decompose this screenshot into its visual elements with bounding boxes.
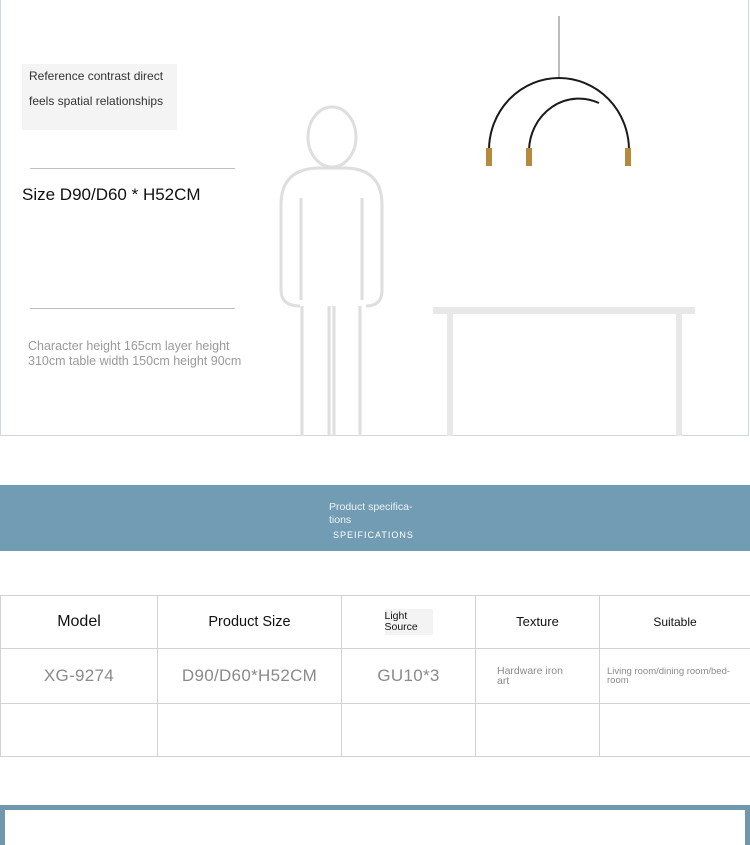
value-cell bbox=[158, 649, 342, 704]
value-model: XG-9274 bbox=[44, 666, 114, 685]
value-cell bbox=[476, 649, 600, 704]
human-silhouette bbox=[281, 107, 382, 436]
header-cell bbox=[1, 596, 158, 649]
value-product-size: D90/D60*H52CM bbox=[182, 666, 317, 685]
dimension-description: Character height 165cm layer height 310cm table width 150cm height 90cm bbox=[28, 339, 243, 368]
value-suitable: Living room/dining room/bed-room bbox=[600, 667, 747, 686]
value-light-source: GU10*3 bbox=[377, 666, 439, 685]
header-suitable: Suitable bbox=[653, 615, 696, 629]
header-light-source: Light Source bbox=[385, 609, 433, 635]
value-cell bbox=[1, 649, 158, 704]
specifications-banner bbox=[0, 485, 750, 551]
empty-cell bbox=[1, 704, 158, 757]
value-texture: Hardware iron art bbox=[476, 666, 577, 686]
next-section-frame bbox=[0, 805, 750, 845]
intro-line-1: Reference contrast direct bbox=[22, 64, 177, 89]
table-header-row bbox=[1, 596, 750, 649]
scale-figure bbox=[270, 0, 740, 436]
header-cell bbox=[158, 596, 342, 649]
table-row bbox=[1, 649, 750, 704]
size-title: Size D90/D60 * H52CM bbox=[22, 185, 201, 205]
divider-bottom bbox=[30, 308, 235, 309]
header-texture: Texture bbox=[516, 614, 559, 629]
header-cell bbox=[476, 596, 600, 649]
banner-english-title: SPEIFICATIONS bbox=[333, 530, 414, 540]
table-silhouette bbox=[433, 307, 695, 436]
header-model: Model bbox=[57, 613, 101, 630]
intro-line-2: feels spatial relationships bbox=[22, 89, 177, 114]
divider-top bbox=[30, 168, 235, 169]
empty-cell bbox=[600, 704, 750, 757]
specification-table bbox=[0, 595, 750, 757]
pendant-lamp-illustration bbox=[486, 16, 631, 166]
banner-subtitle: Product specifica- tions bbox=[329, 501, 429, 527]
header-product-size: Product Size bbox=[208, 614, 290, 630]
header-cell bbox=[342, 596, 476, 649]
empty-cell bbox=[342, 704, 476, 757]
value-cell bbox=[600, 649, 750, 704]
value-cell bbox=[342, 649, 476, 704]
empty-cell bbox=[158, 704, 342, 757]
table-row-empty bbox=[1, 704, 750, 757]
empty-cell bbox=[476, 704, 600, 757]
intro-text-box bbox=[22, 64, 177, 130]
header-cell bbox=[600, 596, 750, 649]
